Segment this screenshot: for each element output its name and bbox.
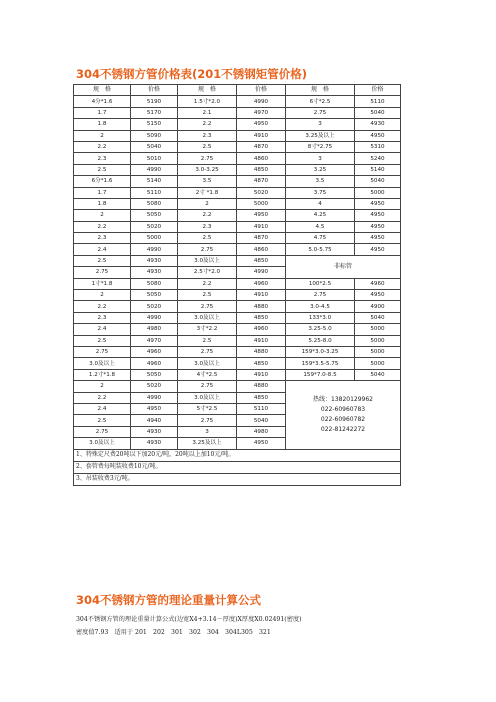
table-cell: 3.25及以上: [178, 438, 237, 449]
table-cell: 3.25: [286, 164, 355, 175]
table-cell: 4970: [237, 107, 286, 118]
table-cell: 1寸*1.8: [74, 278, 131, 289]
table-cell: 4960: [237, 324, 286, 335]
table-row: [74, 130, 401, 141]
table-cell: 5040: [355, 107, 401, 118]
table-cell: 4970: [131, 335, 178, 346]
table-row: [74, 221, 401, 232]
note-text: 3、吊装收费3元/吨。: [74, 473, 401, 485]
table-cell: 5010: [131, 153, 178, 164]
weight-formula-title: 304不锈钢方管的理论重量计算公式: [76, 593, 262, 607]
table-cell: 4950: [237, 210, 286, 221]
table-cell: 1.7: [74, 107, 131, 118]
table-cell: 2.3: [74, 312, 131, 323]
table-cell: 2: [74, 381, 131, 392]
table-cell: 3寸*2.2: [178, 324, 237, 335]
table-cell: 3.0及以上: [178, 392, 237, 403]
table-cell: 5110: [237, 403, 286, 414]
table-row: [74, 301, 401, 312]
note-row: [74, 449, 401, 461]
table-cell: 159*3.5-5.75: [286, 358, 355, 369]
table-cell: 5080: [131, 198, 178, 209]
table-cell: 2: [178, 198, 237, 209]
table-cell: 5020: [131, 221, 178, 232]
table-cell: 4950: [237, 119, 286, 130]
table-cell: 4930: [131, 255, 178, 266]
table-row: [74, 312, 401, 323]
table-cell: 3.5: [286, 176, 355, 187]
table-cell: 2.75: [286, 107, 355, 118]
table-cell: 4950: [355, 210, 401, 221]
phone-number: 022-60960783: [320, 405, 366, 413]
table-cell: 4990: [237, 267, 286, 278]
table-cell: 2.75: [74, 426, 131, 437]
table-cell: 4950: [131, 403, 178, 414]
table-cell: 5020: [237, 187, 286, 198]
table-cell: 5.25-8.0: [286, 335, 355, 346]
table-cell: 4寸*2.5: [178, 369, 237, 380]
table-cell: 1.2寸*1.8: [74, 369, 131, 380]
table-cell: 3.25及以上: [286, 130, 355, 141]
table-row: [74, 335, 401, 346]
table-cell: 3.0及以上: [178, 312, 237, 323]
table-cell: 5240: [355, 153, 401, 164]
table-cell: 4990: [131, 392, 178, 403]
table-cell: 4980: [131, 324, 178, 335]
table-cell: 4870: [237, 176, 286, 187]
table-row: [74, 358, 401, 369]
price-table: [73, 84, 401, 486]
table-cell: 4930: [131, 426, 178, 437]
table-cell: 2.75: [286, 290, 355, 301]
table-cell: 4910: [237, 130, 286, 141]
table-row: [74, 278, 401, 289]
table-cell: 4960: [131, 358, 178, 369]
table-cell: 100*2.5: [286, 278, 355, 289]
table-cell: 3.0及以上: [178, 255, 237, 266]
formula-line: 304不锈钢方管的理论重量计算公式(边宽X4+3.14－厚度)X厚度X0.02491(密度): [76, 616, 302, 623]
table-row: [74, 96, 401, 107]
table-cell: 3.75: [286, 187, 355, 198]
table-cell: 5000: [355, 346, 401, 357]
table-cell: 2.5: [178, 335, 237, 346]
nonstandard-label: 非标管: [286, 255, 401, 278]
table-cell: 2.2: [178, 278, 237, 289]
table-cell: 3.0-3.25: [178, 164, 237, 175]
price-table-title: 304不锈钢方管价格表(201不锈钢矩管价格): [76, 67, 308, 81]
note-row: [74, 461, 401, 473]
table-row: [74, 369, 401, 380]
table-cell: 2.5: [178, 233, 237, 244]
table-cell: 5000: [355, 335, 401, 346]
table-cell: 1.8: [74, 119, 131, 130]
note-text: 1、特殊定尺费20吨以下加20元/吨，20吨以上加10元/吨。: [74, 449, 401, 461]
table-cell: 5000: [355, 358, 401, 369]
table-cell: 4.75: [286, 233, 355, 244]
table-cell: 6分*1.6: [74, 176, 131, 187]
table-cell: 4950: [355, 221, 401, 232]
table-cell: 5000: [131, 233, 178, 244]
table-cell: 5050: [131, 369, 178, 380]
table-cell: 5110: [131, 187, 178, 198]
table-cell: 2.75: [178, 153, 237, 164]
table-cell: 5040: [355, 369, 401, 380]
table-cell: 5寸*2.5: [178, 403, 237, 414]
table-cell: 5040: [355, 176, 401, 187]
table-cell: 2.3: [178, 130, 237, 141]
table-row: [74, 119, 401, 130]
table-cell: 2.5: [178, 290, 237, 301]
table-cell: 4990: [237, 96, 286, 107]
table-row: [74, 324, 401, 335]
table-cell: 3: [178, 426, 237, 437]
column-header: 价格: [131, 85, 178, 96]
table-cell: 2.5: [178, 141, 237, 152]
table-cell: 8寸*2.75: [286, 141, 355, 152]
table-cell: 3.5: [178, 176, 237, 187]
table-cell: 2: [74, 210, 131, 221]
table-cell: 3.0及以上: [74, 358, 131, 369]
table-cell: 3.0-4.5: [286, 301, 355, 312]
table-row: [74, 176, 401, 187]
table-cell: 2.4: [74, 244, 131, 255]
density-line: 密度值7.93 适用于 201 202 301 302 304 304L305 321: [76, 629, 271, 636]
table-cell: 4.25: [286, 210, 355, 221]
table-cell: 4850: [237, 164, 286, 175]
table-cell: 2.4: [74, 324, 131, 335]
table-cell: 5020: [131, 381, 178, 392]
table-cell: 4860: [237, 244, 286, 255]
table-row: [74, 346, 401, 357]
table-cell: 2.2: [74, 141, 131, 152]
table-cell: 2.5寸*2.0: [178, 267, 237, 278]
table-cell: 2: [74, 130, 131, 141]
table-cell: 4880: [237, 346, 286, 357]
table-cell: 6寸*2.5: [286, 96, 355, 107]
note-row: [74, 473, 401, 485]
table-cell: 3.0及以上: [74, 438, 131, 449]
table-cell: 2.75: [74, 346, 131, 357]
table-cell: 5050: [131, 290, 178, 301]
table-cell: 1.8: [74, 198, 131, 209]
table-cell: 4950: [355, 198, 401, 209]
table-cell: 5040: [131, 141, 178, 152]
table-row: [74, 210, 401, 221]
table-cell: 3: [286, 153, 355, 164]
table-cell: 4850: [237, 392, 286, 403]
table-row: [74, 153, 401, 164]
contact-info: [286, 381, 401, 449]
table-cell: 2.5: [74, 164, 131, 175]
table-cell: 2.75: [178, 415, 237, 426]
table-cell: 4950: [355, 233, 401, 244]
table-cell: 4.5: [286, 221, 355, 232]
table-row: [74, 255, 401, 266]
table-cell: 2.3: [74, 233, 131, 244]
table-cell: 2.75: [74, 267, 131, 278]
table-cell: 2.2: [74, 301, 131, 312]
table-cell: 4910: [237, 369, 286, 380]
column-header: 规 格: [178, 85, 237, 96]
table-cell: 5080: [131, 278, 178, 289]
table-cell: 1.7: [74, 187, 131, 198]
table-cell: 4990: [131, 312, 178, 323]
table-cell: 5.0-5.75: [286, 244, 355, 255]
table-cell: 4870: [237, 141, 286, 152]
table-cell: 4930: [131, 267, 178, 278]
table-cell: 4850: [237, 358, 286, 369]
column-header: 规 格: [74, 85, 131, 96]
table-cell: 4960: [237, 278, 286, 289]
table-cell: 5140: [355, 164, 401, 175]
table-cell: 5000: [355, 187, 401, 198]
table-cell: 4950: [355, 244, 401, 255]
table-cell: 2.4: [74, 403, 131, 414]
header-row: [74, 85, 401, 96]
table-cell: 4930: [355, 119, 401, 130]
table-cell: 2.2: [178, 119, 237, 130]
phone-number: 022-60960782: [320, 415, 366, 423]
note-text: 2、套管费每吨装收费10元/吨。: [74, 461, 401, 473]
table-cell: 5310: [355, 141, 401, 152]
table-cell: 4940: [131, 415, 178, 426]
table-cell: 4990: [131, 244, 178, 255]
table-row: [74, 290, 401, 301]
table-cell: 159*7.0-8.5: [286, 369, 355, 380]
table-cell: 2.2: [74, 221, 131, 232]
table-cell: 5020: [131, 301, 178, 312]
column-header: 价格: [355, 85, 401, 96]
table-cell: 4850: [237, 312, 286, 323]
table-cell: 5150: [131, 119, 178, 130]
table-cell: 5140: [131, 176, 178, 187]
table-cell: 2.75: [178, 301, 237, 312]
table-cell: 4950: [355, 290, 401, 301]
table-cell: 4980: [237, 426, 286, 437]
phone-number: 022-81242272: [320, 425, 366, 433]
table-cell: 4960: [131, 346, 178, 357]
table-cell: 2寸 *1.8: [178, 187, 237, 198]
table-cell: 4850: [237, 255, 286, 266]
table-cell: 4: [286, 198, 355, 209]
table-cell: 5040: [355, 312, 401, 323]
table-cell: 4860: [237, 153, 286, 164]
table-row: [74, 244, 401, 255]
table-cell: 5090: [131, 130, 178, 141]
table-cell: 2.2: [74, 392, 131, 403]
table-cell: 2.3: [178, 221, 237, 232]
table-cell: 5050: [131, 210, 178, 221]
table-cell: 4910: [237, 290, 286, 301]
column-header: 规 格: [286, 85, 355, 96]
table-cell: 2.5: [74, 415, 131, 426]
table-cell: 1.5寸*2.0: [178, 96, 237, 107]
table-cell: 133*3.0: [286, 312, 355, 323]
hotline: 热线：13820129962: [313, 395, 373, 403]
table-cell: 4870: [237, 233, 286, 244]
table-cell: 4950: [355, 130, 401, 141]
table-cell: 4950: [237, 438, 286, 449]
table-row: [74, 187, 401, 198]
table-cell: 3: [286, 119, 355, 130]
table-cell: 5110: [355, 96, 401, 107]
table-cell: 4880: [237, 381, 286, 392]
table-cell: 2.2: [178, 210, 237, 221]
table-cell: 5040: [237, 415, 286, 426]
table-row: [74, 141, 401, 152]
table-cell: 5190: [131, 96, 178, 107]
table-cell: 4880: [237, 301, 286, 312]
table-cell: 2.1: [178, 107, 237, 118]
table-cell: 159*3.0-3.25: [286, 346, 355, 357]
table-cell: 2: [74, 290, 131, 301]
table-cell: 4910: [237, 221, 286, 232]
table-row: [74, 164, 401, 175]
table-cell: 2.5: [74, 255, 131, 266]
table-row: [74, 107, 401, 118]
table-cell: 4910: [237, 335, 286, 346]
table-row: [74, 381, 401, 392]
table-cell: 3.0及以上: [178, 358, 237, 369]
table-row: [74, 233, 401, 244]
table-cell: 4900: [355, 301, 401, 312]
table-cell: 4930: [131, 438, 178, 449]
table-cell: 4960: [355, 278, 401, 289]
table-cell: 5000: [237, 198, 286, 209]
table-cell: 5000: [355, 324, 401, 335]
table-cell: 3.25-5.0: [286, 324, 355, 335]
table-cell: 2.3: [74, 153, 131, 164]
table-cell: 2.75: [178, 346, 237, 357]
table-cell: 5170: [131, 107, 178, 118]
table-cell: 2.75: [178, 244, 237, 255]
table-cell: 4990: [131, 164, 178, 175]
table-cell: 2.75: [178, 381, 237, 392]
table-cell: 2.5: [74, 335, 131, 346]
column-header: 价格: [237, 85, 286, 96]
table-cell: 4分*1.6: [74, 96, 131, 107]
table-row: [74, 198, 401, 209]
